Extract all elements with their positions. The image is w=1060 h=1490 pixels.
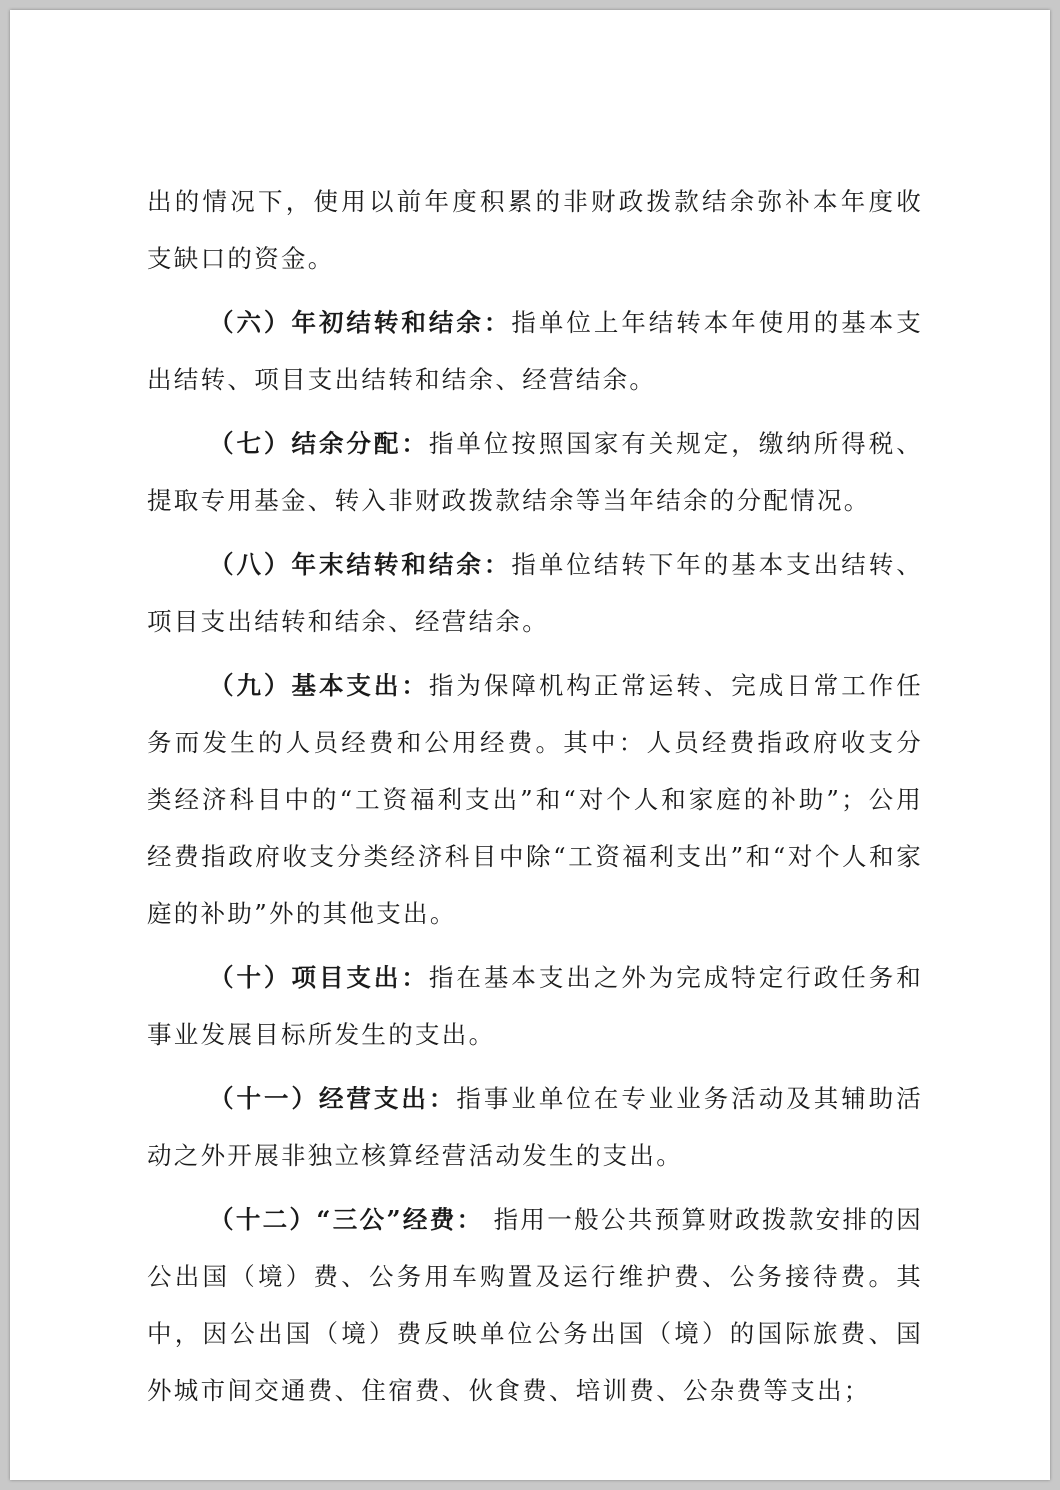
paragraph-text: 出的情况下，使用以前年度积累的非财政拨款结余弥补本年度收支缺口的资金。 (147, 187, 923, 273)
paragraph-text: 指用一般公共预算财政拨款安排的因公出国（境）费、公务用车购置及运行维护费、公务接待费。其中，因公出国（境）费反映单位公务出国（境）的国际旅费、国 外城市间交通费、住宿费、伙食费、培训费、公杂费等支出； (147, 1205, 924, 1405)
paragraph-term: （十一）经营支出： (209, 1084, 457, 1113)
paragraph-term: （七）结余分配： (209, 429, 429, 458)
paragraph-text: 指单位结转下年的基本支出结转、项目支出结转和结余、经营结余。 (147, 550, 923, 636)
paragraph-term: （九）基本支出： (209, 671, 429, 700)
paragraph-term: （六）年初结转和结余： (209, 308, 512, 337)
paragraph-text: 指单位按照国家有关规定，缴纳所得税、提取专用基金、转入非财政拨款结余等当年结余的分配情况。 (147, 429, 923, 515)
paragraph-7 (147, 415, 923, 529)
paragraph-9 (147, 657, 923, 942)
paragraph-term: （十）项目支出： (209, 963, 429, 992)
document-page (10, 10, 1050, 1480)
paragraph-6 (147, 294, 923, 408)
paragraph-12 (147, 1191, 923, 1419)
document-body (147, 173, 923, 1419)
paragraph-continuation (147, 173, 923, 287)
paragraph-10 (147, 949, 923, 1063)
paragraph-8 (147, 536, 923, 650)
paragraph-11 (147, 1070, 923, 1184)
paragraph-text: 指单位上年结转本年使用的基本支出结转、项目支出结转和结余、经营结余。 (147, 308, 923, 394)
paragraph-text: 指事业单位在专业业务活动及其辅助活动之外开展非独立核算经营活动发生的支出。 (147, 1084, 923, 1170)
paragraph-term: （八）年末结转和结余： (209, 550, 512, 579)
paragraph-term: （十二）“三公”经费： (209, 1205, 484, 1234)
paragraph-text: 指在基本支出之外为完成特定行政任务和事业发展目标所发生的支出。 (147, 963, 923, 1049)
paragraph-text: 指为保障机构正常运转、完成日常工作任务而发生的人员经费和公用经费。其中：人员经费指政府收支分类经济科目中的“工资福利支出”和“对个人和家庭的补助”；公用经费指政府收支分类经济科目中除“工资福利支出”和“对个人和家庭的补助”外的其他支出。 (147, 671, 923, 928)
